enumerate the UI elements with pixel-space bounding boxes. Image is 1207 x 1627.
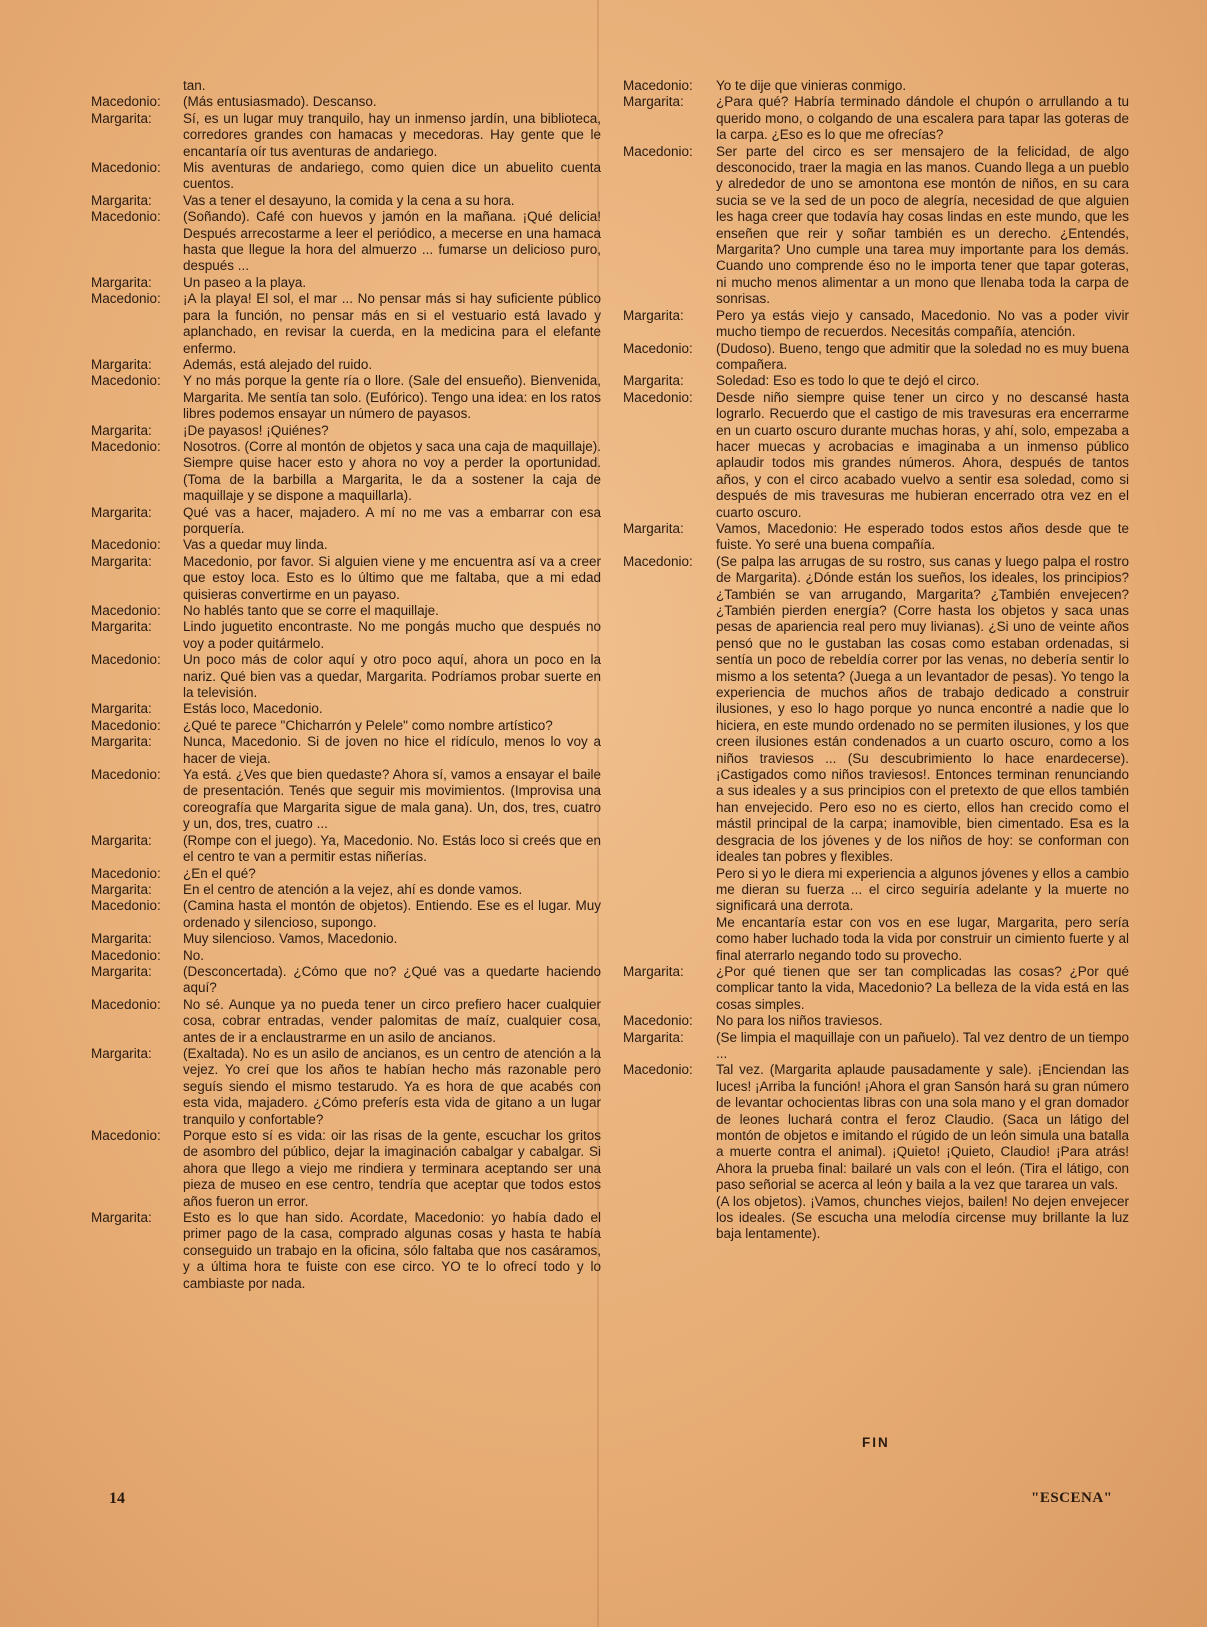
dialogue-entry (91, 193, 601, 209)
dialogue-text: Lindo juguetito encontraste. No me pongás mucho que después no voy a poder quitármelo. (183, 619, 601, 651)
dialogue-text: Estás loco, Macedonio. (183, 701, 323, 717)
dialogue-entry (623, 1013, 1129, 1029)
speaker-name: Macedonio: (91, 1128, 161, 1143)
dialogue-text: Un paseo a la playa. (183, 274, 307, 290)
speaker-name: Margarita: (91, 192, 152, 208)
dialogue-entry (91, 619, 601, 652)
dialogue-entry (623, 373, 1129, 389)
dialogue-text: Desde niño siempre quise tener un circo y no descansé hasta lograrlo. Recuerdo que el castigo de mis travesuras era encerrarme en un cuarto oscuro durante muchas horas, y ahí, solo, empezaba a hacer muecas y acrobacias e imaginaba a un inmenso público aplaudir todos mis grandes números. Ahora, después de tantos años, y con el circo acabado vuelvo a sentir esa soledad, como si después de mis travesuras me hubieran encerrado otra vez en el cuarto oscuro. (716, 389, 1129, 520)
dialogue-entry (91, 931, 601, 947)
dialogue-entry (91, 718, 601, 734)
dialogue-text: ¿Qué te parece "Chicharrón y Pelele" como nombre artístico? (183, 717, 553, 733)
dialogue-entry (91, 94, 601, 110)
dialogue-text: Vamos, Macedonio: He esperado todos estos años desde que te fuiste. Yo seré una buena compañía. (716, 520, 1129, 553)
speaker-name: Margarita: (91, 734, 152, 750)
dialogue-entry (91, 734, 601, 767)
dialogue-text: Porque esto sí es vida: oir las risas de la gente, escuchar los gritos de asombro del público, dejar la imaginación cabalgar y cabalgar. Si ahora que llego a viejo me rindiera y terminara aceptando ser una pieza de museo en ese centro, tendría que aceptar que todos estos años fueron un error. (183, 1128, 601, 1209)
dialogue-entry (91, 767, 601, 833)
dialogue-text: ¿En el qué? (183, 865, 256, 881)
dialogue-text: (Desconcertada). ¿Cómo que no? ¿Qué vas a quedarte haciendo aquí? (183, 963, 601, 996)
dialogue-text: (Camina hasta el montón de objetos). Entiendo. Ese es el lugar. Muy ordenado y silencioso, supongo. (183, 898, 601, 930)
speaker-name: Margarita: (623, 963, 684, 979)
dialogue-text: ¿Para qué? Habría terminado dándole el chupón o arrullando a tu querido mono, o colgando de una escalera para tapar las goteras de la carpa. ¿Eso es lo que me ofrecías? (716, 94, 1129, 143)
dialogue-text: (Se limpia el maquillaje con un pañuelo). Tal vez dentro de un tiempo ... (716, 1029, 1129, 1061)
speaker-name: Macedonio: (623, 340, 693, 356)
dialogue-entry (91, 866, 601, 882)
dialogue-text: Nosotros. (Corre al montón de objetos y saca una caja de maquillaje). Siempre quise hacer esto y ahora no voy a perder la oportunidad. (Toma de la barbilla a Margarita, le da a sostener la caja de maquillaje y se dispone a maquillarla). (183, 438, 601, 504)
dialogue-entry (623, 78, 1129, 94)
dialogue-text: No para los niños traviesos. (716, 1013, 883, 1029)
left-column (91, 78, 601, 1292)
dialogue-entry (91, 537, 601, 553)
dialogue-entry (91, 964, 601, 997)
speaker-name: Margarita: (91, 110, 152, 126)
dialogue-text: No. (183, 947, 205, 963)
speaker-name: Macedonio: (91, 438, 161, 454)
dialogue-text: (Exaltada). No es un asilo de ancianos, es un centro de atención a la vejez. Yo creí que los años te habían hecho más razonable pero seguís siendo el mismo testarudo. Ya es hora de que acabés con esta vida, majadero. ¿Cómo preferís esta vida de gitano a un lugar tranquilo y confortable? (183, 1045, 601, 1127)
dialogue-entry (623, 390, 1129, 521)
speaker-name: Macedonio: (623, 1062, 693, 1078)
speaker-name (623, 866, 716, 915)
speaker-name: Margarita: (91, 1045, 152, 1061)
speaker-name: Macedonio: (91, 652, 161, 668)
dialogue-entry (91, 701, 601, 717)
right-column (623, 78, 1129, 1243)
speaker-name: Margarita: (91, 1210, 152, 1226)
dialogue-entry (91, 603, 601, 619)
speaker-name: Macedonio: (91, 160, 161, 176)
speaker-name: Macedonio: (623, 553, 693, 569)
dialogue-entry (91, 111, 601, 160)
dialogue-entry (91, 948, 601, 964)
dialogue-entry (91, 423, 601, 439)
dialogue-text: Me encantaría estar con vos en ese lugar, Margarita, pero sería como haber luchado toda la vida por construir un cimiento fuerte y al final aterrarlo negando todo su provecho. (716, 914, 1129, 963)
dialogue-entry (91, 439, 601, 505)
dialogue-text: Un poco más de color aquí y otro poco aquí, ahora un poco en la nariz. Qué bien vas a quedar, Margarita. Podríamos probar suerte en la televisión. (183, 652, 601, 701)
dialogue-text: Mis aventuras de andariego, como quien dice un abuelito cuenta cuentos. (183, 160, 601, 192)
speaker-name: Margarita: (623, 373, 684, 389)
dialogue-entry (623, 866, 1129, 915)
dialogue-entry (623, 341, 1129, 374)
speaker-name: Macedonio: (91, 603, 161, 618)
dialogue-text: (Rompe con el juego). Ya, Macedonio. No. Estás loco si creés que en el centro te van a permitir estas niñerías. (183, 832, 601, 865)
speaker-name: Margarita: (91, 422, 152, 438)
dialogue-text: Tal vez. (Margarita aplaude pausadamente y sale). ¡Enciendan las luces! ¡Arriba la función! ¡Ahora el gran Sansón hará su gran número de levantar ochocientas libras con una sola mano y el gran domador de leones luchará contra el feroz Claudio. (Saca un látigo del montón de objetos e imitando el rúgido de un león simula una batalla a muerte contra el animal). ¡Quieto! ¡Quieto, Claudio! ¡Para atrás! Ahora la prueba final: bailaré un vals con el león. (Tira el látigo, con paso señorial se acerca al león y baila a la vez que tararea un vals. (716, 1062, 1129, 1193)
speaker-name: Macedonio: (91, 373, 161, 389)
dialogue-entry (91, 652, 601, 701)
dialogue-entry (91, 291, 601, 357)
dialogue-text: Qué vas a hacer, majadero. A mí no me vas a embarrar con esa porquería. (183, 504, 601, 536)
dialogue-entry (91, 833, 601, 866)
speaker-name: Macedonio: (623, 78, 693, 93)
dialogue-entry (91, 275, 601, 291)
dialogue-text: Nunca, Macedonio. Si de joven no hice el ridículo, menos lo voy a hacer de vieja. (183, 734, 601, 766)
dialogue-entry (91, 78, 601, 94)
dialogue-entry (91, 1128, 601, 1210)
dialogue-entry (623, 308, 1129, 341)
dialogue-text: Sí, es un lugar muy tranquilo, hay un inmenso jardín, una biblioteca, corredores grandes con hamacas y mecedoras. Hay gente que le encantaría oír tus aventuras de andariego. (183, 110, 601, 159)
dialogue-entry (91, 1046, 601, 1128)
speaker-name: Macedonio: (91, 537, 161, 553)
speaker-name: Macedonio: (91, 291, 161, 307)
dialogue-text: En el centro de atención a la vejez, ahí es donde vamos. (183, 881, 523, 897)
dialogue-entry (623, 1194, 1129, 1243)
speaker-name: Margarita: (91, 881, 152, 897)
dialogue-text: Ser parte del circo es ser mensajero de la felicidad, de algo desconocido, traer la magia en las manos. Cuando llega a un pueblo y alrededor de uno se amontona ese montón de niños, en su cara sucia se ve la sed de un poco de alegría, necesidad de que alguien les haga creer que todavía hay cosas lindas en este mundo, que les enseñen que reir y soñar también es un derecho. ¿Entendés, Margarita? Uno cumple una tarea muy importante para los demás. Cuando uno comprende éso no le importa tener que tapar goteras, ni mucho menos alimentar a un mono que llenaba toda la carpa de sonrisas. (716, 143, 1129, 307)
speaker-name: Macedonio: (91, 947, 161, 963)
dialogue-text: Yo te dije que vinieras conmigo. (716, 78, 907, 93)
dialogue-entry (91, 357, 601, 373)
dialogue-text: Vas a quedar muy linda. (183, 537, 328, 553)
dialogue-entry (91, 1210, 601, 1292)
dialogue-entry (91, 554, 601, 603)
dialogue-text: Vas a tener el desayuno, la comida y la cena a su hora. (183, 192, 515, 208)
dialogue-entry (91, 209, 601, 275)
speaker-name: Margarita: (91, 274, 152, 290)
speaker-name: Margarita: (91, 931, 152, 947)
speaker-name: Margarita: (623, 94, 684, 110)
speaker-name: Margarita: (623, 307, 684, 323)
speaker-name (91, 78, 183, 94)
end-marker: FIN (862, 1435, 890, 1450)
dialogue-text: ¡A la playa! El sol, el mar ... No pensar más si hay suficiente público para la función, no pensar más en si el vestuario está lavado y aplanchado, en revisar la cuerda, en la medicina para el elefante enfermo. (183, 291, 601, 356)
dialogue-text: Y no más porque la gente ría o llore. (Sale del ensueño). Bienvenida, Margarita. Me sentía tan solo. (Eufórico). Tengo una idea: en los ratos libres podemos ensayar un número de payasos. (183, 373, 601, 422)
speaker-name: Macedonio: (91, 717, 161, 733)
speaker-name: Margarita: (91, 356, 152, 372)
dialogue-text: No sé. Aunque ya no pueda tener un circo prefiero hacer cualquier cosa, cobrar entradas, vender palomitas de maíz, cualquier cosa, antes de ir a enclaustrarme en un asilo de ancianos. (183, 996, 601, 1045)
dialogue-text: Macedonio, por favor. Si alguien viene y me encuentra así va a creer que estoy loca. Esto es lo último que me faltaba, que a mi edad quisieras convertirme en un payaso. (183, 553, 601, 602)
page-number: 14 (109, 1490, 125, 1507)
speaker-name: Margarita: (91, 553, 152, 569)
speaker-name: Macedonio: (91, 94, 161, 110)
dialogue-entry (91, 373, 601, 422)
speaker-name: Margarita: (623, 1029, 684, 1045)
dialogue-entry (91, 882, 601, 898)
dialogue-entry (91, 898, 601, 931)
dialogue-entry (91, 160, 601, 193)
dialogue-text: (Soñando). Café con huevos y jamón en la mañana. ¡Qué delicia! Después arrecostarme a leer el periódico, a mecerse en una hamaca hasta que llegue la hora del almuerzo ... fumarse un delicioso puro, después ... (183, 209, 601, 274)
dialogue-entry (623, 964, 1129, 1013)
dialogue-entry (623, 1030, 1129, 1063)
dialogue-text: Muy silencioso. Vamos, Macedonio. (183, 931, 398, 947)
speaker-name: Macedonio: (91, 865, 161, 881)
dialogue-entry (623, 915, 1129, 964)
speaker-name (623, 915, 716, 964)
dialogue-text: Soledad: Eso es todo lo que te dejó el circo. (716, 373, 980, 389)
speaker-name: Margarita: (91, 963, 152, 979)
dialogue-entry (623, 554, 1129, 866)
dialogue-text: ¿Por qué tienen que ser tan complicadas las cosas? ¿Por qué complicar tanto la vida, Macedonio? La belleza de la vida está en las cosas simples. (716, 963, 1129, 1012)
dialogue-text: (Más entusiasmado). Descanso. (183, 94, 377, 110)
speaker-name: Margarita: (91, 832, 152, 848)
speaker-name: Margarita: (623, 520, 684, 536)
speaker-name: Macedonio: (91, 996, 161, 1012)
dialogue-entry (623, 521, 1129, 554)
dialogue-text: Además, está alejado del ruido. (183, 356, 373, 372)
speaker-name: Macedonio: (91, 898, 161, 914)
speaker-name: Margarita: (91, 619, 152, 635)
speaker-name: Macedonio: (623, 1013, 693, 1029)
speaker-name: Macedonio: (91, 209, 161, 225)
dialogue-entry (623, 94, 1129, 143)
dialogue-text: (Se palpa las arrugas de su rostro, sus canas y luego palpa el rostro de Margarita). ¿Dónde están los sueños, los ideales, los principios? ¿También se van arrugando, Margarita? ¿También envejecen? ¿También pierden energía? (Corre hasta los objetos y saca unas pesas de apariencia real pero muy livianas). ¿Si uno de veinte años pensó que no le gustaban las cosas como estaban ordenadas, si sentía un poco de rebeldía correr por las venas, no debería sentir lo mismo a los setenta? (Juega a un levantador de pesas). Yo tengo la experiencia de muchos años de trabajo dedicado a construir ilusiones, y eso lo hago porque yo nunca encontré a nadie que lo hiciera, en este mundo ordenado no se permiten ilusiones, y los que creen ilusiones están condenados a un cuarto oscuro, como a los niños traviesos ... (Su descubrimiento lo hace enardecerse). ¡Castigados como niños traviesos!. Entonces terminan renunciando a sus ideales y a sus principios con el pretexto de que ellos también han envejecido. Pero eso no es cierto, ellos han crecido como el mástil principal de la carpa; inamovible, bien cimentado. Esa es la desgracia de los jóvenes y de los niños de hoy: se conforman con ideales tan pobres y flexibles. (716, 553, 1129, 865)
speaker-name: Margarita: (91, 701, 152, 717)
speaker-name (623, 1194, 716, 1243)
speaker-name: Macedonio: (623, 389, 693, 405)
dialogue-text: Pero ya estás viejo y cansado, Macedonio. No vas a poder vivir mucho tiempo de recuerdos. Necesitás compañía, atención. (716, 307, 1129, 340)
dialogue-text: ¡De payasos! ¡Quiénes? (183, 422, 329, 438)
speaker-name: Margarita: (91, 504, 152, 520)
speaker-name: Macedonio: (623, 143, 693, 159)
dialogue-entry (91, 997, 601, 1046)
dialogue-text: (A los objetos). ¡Vamos, chunches viejos, bailen! No dejen envejecer los ideales. (Se escucha una melodía circense muy brillante la luz baja lentamente). (716, 1193, 1129, 1242)
dialogue-entry (623, 1062, 1129, 1193)
dialogue-entry (623, 144, 1129, 308)
speaker-name: Macedonio: (91, 767, 161, 783)
dialogue-text: Ya está. ¿Ves que bien quedaste? Ahora sí, vamos a ensayar el baile de presentación. Tenés que seguir mis movimientos. (Improvisa una coreografía que Margarita sigue de mala gana). Un, dos, tres, cuatro y un, dos, tres, cuatro ... (183, 767, 601, 832)
dialogue-text: No hablés tanto que se corre el maquillaje. (183, 603, 439, 618)
dialogue-text: Esto es lo que han sido. Acordate, Macedonio: yo había dado el primer pago de la casa, comprado algunas cosas y hasta te había conseguido un trabajo en la oficina, sólo faltaba que nos casáramos, y a última hora te fuiste con ese circo. YO te lo ofrecí todo y lo cambiaste por nada. (183, 1210, 601, 1291)
dialogue-text: (Dudoso). Bueno, tengo que admitir que la soledad no es muy buena compañera. (716, 340, 1129, 372)
dialogue-text: Pero si yo le diera mi experiencia a algunos jóvenes y ellos a cambio me dieran su fuerza ... el circo seguiría adelante y la muerte no significará una derrota. (716, 865, 1129, 914)
dialogue-entry (91, 505, 601, 538)
dialogue-text: tan. (183, 78, 206, 93)
magazine-name: "ESCENA" (1031, 1490, 1113, 1506)
